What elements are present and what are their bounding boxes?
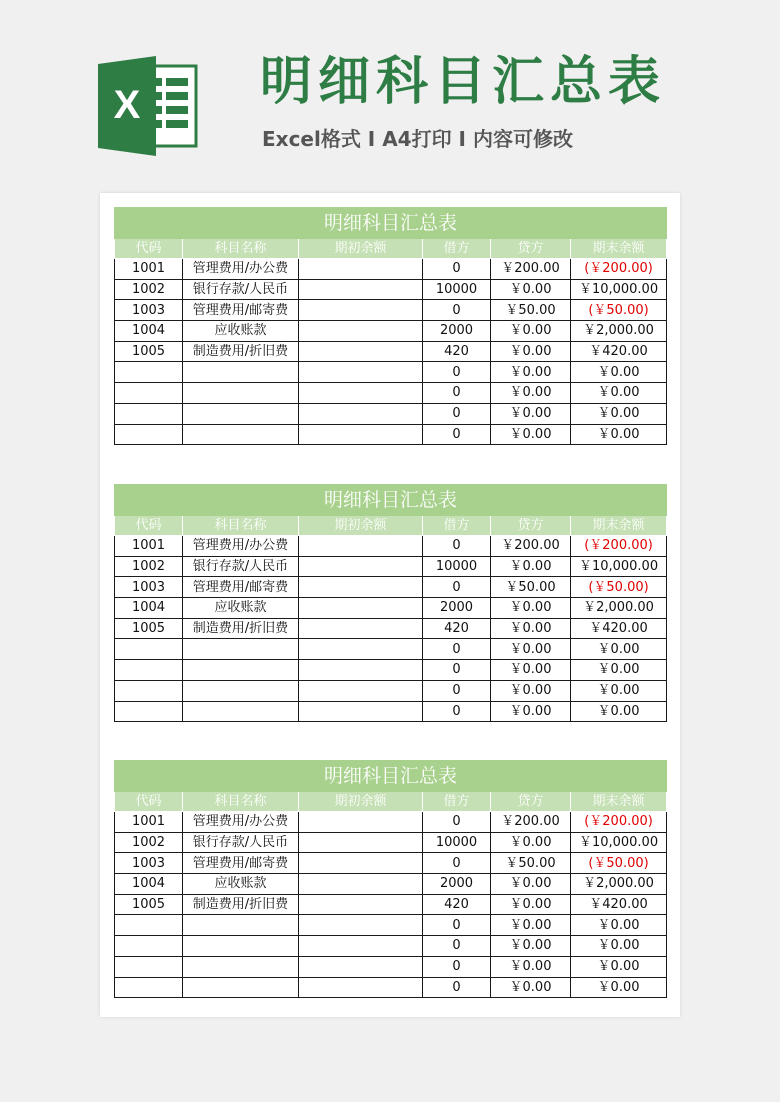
credit-cell[interactable]: ￥0.00 [491, 556, 571, 577]
debit-cell[interactable]: 0 [423, 660, 491, 681]
account-name-cell[interactable]: 应收账款 [183, 874, 299, 895]
opening-balance-cell[interactable] [299, 812, 423, 833]
code-cell[interactable] [115, 915, 183, 936]
credit-cell[interactable]: ￥0.00 [491, 956, 571, 977]
code-cell[interactable] [115, 936, 183, 957]
page-header [0, 0, 780, 180]
account-name-cell[interactable] [183, 936, 299, 957]
table-row [115, 977, 667, 998]
debit-cell[interactable]: 10000 [423, 556, 491, 577]
credit-cell[interactable]: ￥50.00 [491, 853, 571, 874]
opening-balance-cell[interactable] [299, 259, 423, 280]
table-caption: 明细科目汇总表 [115, 208, 667, 239]
credit-cell[interactable]: ￥200.00 [491, 536, 571, 557]
debit-cell[interactable]: 2000 [423, 598, 491, 619]
opening-balance-cell[interactable] [299, 936, 423, 957]
account-name-cell[interactable] [183, 701, 299, 722]
account-name-cell[interactable]: 银行存款/人民币 [183, 832, 299, 853]
credit-cell[interactable]: ￥0.00 [491, 639, 571, 660]
credit-cell[interactable]: ￥200.00 [491, 259, 571, 280]
credit-cell[interactable]: ￥0.00 [491, 832, 571, 853]
credit-cell[interactable]: ￥0.00 [491, 660, 571, 681]
credit-cell[interactable]: ￥50.00 [491, 300, 571, 321]
closing-balance-cell[interactable]: (￥50.00) [571, 853, 667, 874]
account-name-cell[interactable]: 应收账款 [183, 598, 299, 619]
closing-balance-cell[interactable]: ￥2,000.00 [571, 321, 667, 342]
opening-balance-cell[interactable] [299, 383, 423, 404]
closing-balance-cell[interactable]: ￥2,000.00 [571, 598, 667, 619]
closing-balance-cell[interactable]: ￥0.00 [571, 936, 667, 957]
closing-balance-cell[interactable]: ￥0.00 [571, 362, 667, 383]
account-name-cell[interactable] [183, 383, 299, 404]
code-cell[interactable]: 1004 [115, 321, 183, 342]
table-row [115, 701, 667, 722]
opening-balance-cell[interactable] [299, 894, 423, 915]
debit-cell[interactable]: 420 [423, 341, 491, 362]
credit-cell[interactable]: ￥50.00 [491, 577, 571, 598]
opening-balance-cell[interactable] [299, 403, 423, 424]
account-name-cell[interactable] [183, 424, 299, 445]
closing-balance-cell[interactable]: ￥10,000.00 [571, 832, 667, 853]
opening-balance-cell[interactable] [299, 956, 423, 977]
table-row [115, 936, 667, 957]
account-name-cell[interactable]: 管理费用/邮寄费 [183, 853, 299, 874]
credit-cell[interactable]: ￥0.00 [491, 936, 571, 957]
code-cell[interactable] [115, 680, 183, 701]
debit-cell[interactable]: 0 [423, 300, 491, 321]
code-cell[interactable] [115, 660, 183, 681]
opening-balance-cell[interactable] [299, 874, 423, 895]
svg-text:X: X [113, 83, 141, 127]
spreadsheet-page [100, 193, 680, 1017]
credit-cell[interactable]: ￥0.00 [491, 701, 571, 722]
debit-cell[interactable]: 0 [423, 915, 491, 936]
account-name-cell[interactable] [183, 362, 299, 383]
table-row [115, 832, 667, 853]
opening-balance-cell[interactable] [299, 577, 423, 598]
table-row [115, 660, 667, 681]
table-row [115, 279, 667, 300]
debit-cell[interactable]: 2000 [423, 874, 491, 895]
table-row [115, 403, 667, 424]
account-name-cell[interactable]: 管理费用/办公费 [183, 812, 299, 833]
code-cell[interactable]: 1003 [115, 853, 183, 874]
debit-cell[interactable]: 10000 [423, 279, 491, 300]
debit-cell[interactable]: 0 [423, 362, 491, 383]
closing-balance-cell[interactable]: ￥0.00 [571, 956, 667, 977]
column-header: 期末余额 [571, 516, 667, 536]
closing-balance-cell[interactable]: ￥10,000.00 [571, 279, 667, 300]
table-row [115, 536, 667, 557]
account-name-cell[interactable]: 应收账款 [183, 321, 299, 342]
code-cell[interactable]: 1005 [115, 894, 183, 915]
debit-cell[interactable]: 0 [423, 812, 491, 833]
credit-cell[interactable]: ￥0.00 [491, 874, 571, 895]
opening-balance-cell[interactable] [299, 598, 423, 619]
debit-cell[interactable]: 0 [423, 936, 491, 957]
code-cell[interactable] [115, 639, 183, 660]
table-row [115, 639, 667, 660]
code-cell[interactable]: 1003 [115, 300, 183, 321]
column-header: 借方 [423, 516, 491, 536]
closing-balance-cell[interactable]: ￥0.00 [571, 403, 667, 424]
credit-cell[interactable]: ￥0.00 [491, 977, 571, 998]
table-row [115, 812, 667, 833]
debit-cell[interactable]: 0 [423, 536, 491, 557]
column-header: 代码 [115, 792, 183, 812]
credit-cell[interactable]: ￥0.00 [491, 279, 571, 300]
credit-cell[interactable]: ￥0.00 [491, 680, 571, 701]
debit-cell[interactable]: 0 [423, 977, 491, 998]
closing-balance-cell[interactable]: (￥50.00) [571, 300, 667, 321]
code-cell[interactable]: 1003 [115, 577, 183, 598]
opening-balance-cell[interactable] [299, 853, 423, 874]
page-subtitle: Excel格式 I A4打印 I 内容可修改 [262, 127, 573, 151]
code-cell[interactable] [115, 424, 183, 445]
credit-cell[interactable]: ￥0.00 [491, 321, 571, 342]
column-header: 科目名称 [183, 792, 299, 812]
credit-cell[interactable]: ￥0.00 [491, 403, 571, 424]
code-cell[interactable]: 1001 [115, 259, 183, 280]
closing-balance-cell[interactable]: ￥0.00 [571, 639, 667, 660]
table-row [115, 362, 667, 383]
code-cell[interactable]: 1002 [115, 832, 183, 853]
table-row [115, 259, 667, 280]
closing-balance-cell[interactable]: ￥10,000.00 [571, 556, 667, 577]
debit-cell[interactable]: 0 [423, 383, 491, 404]
summary-table [114, 760, 667, 998]
debit-cell[interactable]: 2000 [423, 321, 491, 342]
table-row [115, 577, 667, 598]
code-cell[interactable]: 1002 [115, 279, 183, 300]
account-name-cell[interactable]: 制造费用/折旧费 [183, 618, 299, 639]
opening-balance-cell[interactable] [299, 618, 423, 639]
table-row [115, 618, 667, 639]
opening-balance-cell[interactable] [299, 977, 423, 998]
table-caption: 明细科目汇总表 [115, 485, 667, 516]
opening-balance-cell[interactable] [299, 362, 423, 383]
credit-cell[interactable]: ￥0.00 [491, 424, 571, 445]
code-cell[interactable] [115, 362, 183, 383]
summary-table [114, 207, 667, 445]
closing-balance-cell[interactable]: ￥2,000.00 [571, 874, 667, 895]
column-header: 贷方 [491, 792, 571, 812]
debit-cell[interactable]: 0 [423, 853, 491, 874]
account-name-cell[interactable]: 银行存款/人民币 [183, 556, 299, 577]
credit-cell[interactable]: ￥0.00 [491, 618, 571, 639]
column-header: 贷方 [491, 239, 571, 259]
column-header: 借方 [423, 792, 491, 812]
closing-balance-cell[interactable]: ￥420.00 [571, 341, 667, 362]
account-name-cell[interactable] [183, 403, 299, 424]
opening-balance-cell[interactable] [299, 536, 423, 557]
closing-balance-cell[interactable]: ￥0.00 [571, 424, 667, 445]
account-name-cell[interactable]: 管理费用/邮寄费 [183, 300, 299, 321]
table-row [115, 556, 667, 577]
column-header: 代码 [115, 239, 183, 259]
debit-cell[interactable]: 0 [423, 680, 491, 701]
column-header: 代码 [115, 516, 183, 536]
account-name-cell[interactable] [183, 680, 299, 701]
opening-balance-cell[interactable] [299, 300, 423, 321]
table-row [115, 956, 667, 977]
debit-cell[interactable]: 420 [423, 618, 491, 639]
opening-balance-cell[interactable] [299, 701, 423, 722]
code-cell[interactable] [115, 977, 183, 998]
column-header: 科目名称 [183, 239, 299, 259]
closing-balance-cell[interactable]: ￥0.00 [571, 680, 667, 701]
credit-cell[interactable]: ￥0.00 [491, 362, 571, 383]
column-header: 期初余额 [299, 516, 423, 536]
table-row [115, 894, 667, 915]
opening-balance-cell[interactable] [299, 321, 423, 342]
account-name-cell[interactable] [183, 660, 299, 681]
account-name-cell[interactable]: 制造费用/折旧费 [183, 341, 299, 362]
code-cell[interactable]: 1001 [115, 812, 183, 833]
account-name-cell[interactable]: 管理费用/办公费 [183, 536, 299, 557]
table-row [115, 321, 667, 342]
column-header: 贷方 [491, 516, 571, 536]
account-name-cell[interactable] [183, 639, 299, 660]
code-cell[interactable] [115, 956, 183, 977]
opening-balance-cell[interactable] [299, 424, 423, 445]
credit-cell[interactable]: ￥200.00 [491, 812, 571, 833]
closing-balance-cell[interactable]: (￥200.00) [571, 812, 667, 833]
code-cell[interactable] [115, 701, 183, 722]
account-name-cell[interactable] [183, 977, 299, 998]
debit-cell[interactable]: 0 [423, 259, 491, 280]
account-name-cell[interactable]: 制造费用/折旧费 [183, 894, 299, 915]
column-header: 期初余额 [299, 792, 423, 812]
closing-balance-cell[interactable]: (￥200.00) [571, 259, 667, 280]
opening-balance-cell[interactable] [299, 556, 423, 577]
code-cell[interactable] [115, 383, 183, 404]
closing-balance-cell[interactable]: ￥420.00 [571, 894, 667, 915]
closing-balance-cell[interactable]: ￥420.00 [571, 618, 667, 639]
debit-cell[interactable]: 0 [423, 956, 491, 977]
opening-balance-cell[interactable] [299, 915, 423, 936]
closing-balance-cell[interactable]: ￥0.00 [571, 701, 667, 722]
code-cell[interactable] [115, 403, 183, 424]
table-caption: 明细科目汇总表 [115, 761, 667, 792]
opening-balance-cell[interactable] [299, 279, 423, 300]
column-header: 期初余额 [299, 239, 423, 259]
opening-balance-cell[interactable] [299, 660, 423, 681]
code-cell[interactable]: 1001 [115, 536, 183, 557]
table-row [115, 341, 667, 362]
debit-cell[interactable]: 0 [423, 701, 491, 722]
table-row [115, 300, 667, 321]
opening-balance-cell[interactable] [299, 341, 423, 362]
closing-balance-cell[interactable]: ￥0.00 [571, 915, 667, 936]
code-cell[interactable]: 1004 [115, 874, 183, 895]
table-row [115, 915, 667, 936]
debit-cell[interactable]: 10000 [423, 832, 491, 853]
table-row [115, 874, 667, 895]
closing-balance-cell[interactable]: ￥0.00 [571, 977, 667, 998]
column-header: 期末余额 [571, 792, 667, 812]
debit-cell[interactable]: 0 [423, 639, 491, 660]
closing-balance-cell[interactable]: ￥0.00 [571, 660, 667, 681]
table-row [115, 853, 667, 874]
debit-cell[interactable]: 0 [423, 577, 491, 598]
closing-balance-cell[interactable]: ￥0.00 [571, 383, 667, 404]
closing-balance-cell[interactable]: (￥50.00) [571, 577, 667, 598]
account-name-cell[interactable]: 管理费用/办公费 [183, 259, 299, 280]
code-cell[interactable]: 1002 [115, 556, 183, 577]
credit-cell[interactable]: ￥0.00 [491, 598, 571, 619]
code-cell[interactable]: 1005 [115, 618, 183, 639]
excel-logo-icon [98, 56, 200, 156]
code-cell[interactable]: 1004 [115, 598, 183, 619]
column-header: 借方 [423, 239, 491, 259]
table-row [115, 383, 667, 404]
summary-table [114, 484, 667, 722]
table-row [115, 680, 667, 701]
credit-cell[interactable]: ￥0.00 [491, 915, 571, 936]
account-name-cell[interactable] [183, 956, 299, 977]
credit-cell[interactable]: ￥0.00 [491, 894, 571, 915]
opening-balance-cell[interactable] [299, 680, 423, 701]
credit-cell[interactable]: ￥0.00 [491, 341, 571, 362]
opening-balance-cell[interactable] [299, 639, 423, 660]
table-row [115, 598, 667, 619]
debit-cell[interactable]: 0 [423, 424, 491, 445]
account-name-cell[interactable]: 银行存款/人民币 [183, 279, 299, 300]
credit-cell[interactable]: ￥0.00 [491, 383, 571, 404]
debit-cell[interactable]: 420 [423, 894, 491, 915]
page-title: 明细科目汇总表 [260, 52, 667, 112]
account-name-cell[interactable]: 管理费用/邮寄费 [183, 577, 299, 598]
account-name-cell[interactable] [183, 915, 299, 936]
column-header: 期末余额 [571, 239, 667, 259]
column-header: 科目名称 [183, 516, 299, 536]
debit-cell[interactable]: 0 [423, 403, 491, 424]
opening-balance-cell[interactable] [299, 832, 423, 853]
closing-balance-cell[interactable]: (￥200.00) [571, 536, 667, 557]
code-cell[interactable]: 1005 [115, 341, 183, 362]
table-row [115, 424, 667, 445]
